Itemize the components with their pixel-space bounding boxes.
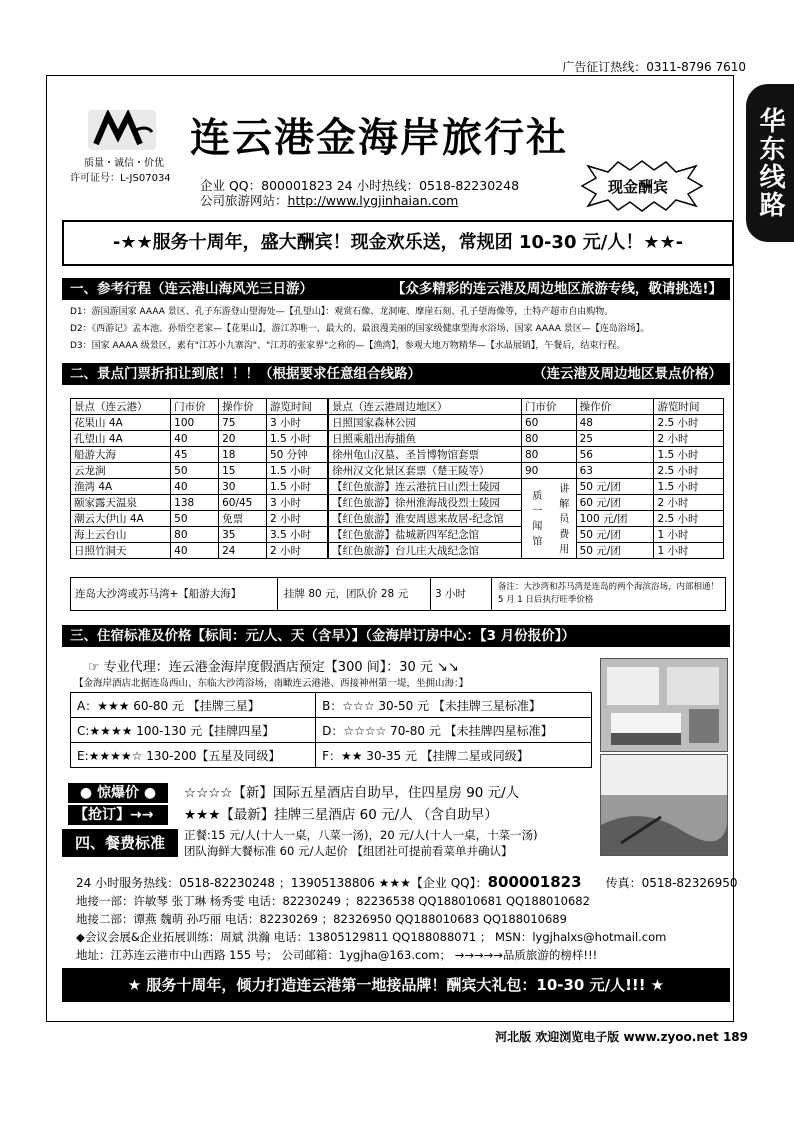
table-row	[71, 693, 592, 718]
coastal-view-photo	[600, 754, 728, 856]
company-logo-icon	[88, 110, 156, 150]
table-header-row	[71, 399, 328, 415]
red-tour-cell: 2 小时	[654, 495, 724, 511]
ticket-cell: 90	[522, 463, 577, 479]
ticket-cell: 海上云台山	[71, 527, 171, 543]
itinerary-list	[70, 304, 649, 355]
column-header: 门市价	[522, 399, 577, 415]
meal-standard-line: 正餐:15 元/人(十人一桌，八菜一汤)，20 元/人(十人一桌，十菜一汤)	[184, 828, 538, 842]
ticket-cell: 1.5 小时	[654, 447, 724, 463]
qq-hotline: 企业 QQ：800001823 24 小时热线：0518-82230248	[200, 178, 520, 193]
ticket-cell: 48	[576, 415, 654, 431]
ticket-cell: 24	[219, 543, 267, 559]
ticket-cell: 2 小时	[654, 431, 724, 447]
regional-ticket-table	[328, 398, 724, 559]
website-line	[200, 193, 519, 208]
ticket-cell: 138	[171, 495, 219, 511]
bottom-banner: ★ 服务十周年，倾力打造连云港第一地接品牌！酬宾大礼包：10-30 元/人!!! ★	[62, 968, 730, 1002]
island-ticket-price: 挂牌 80 元，团队价 28 元	[278, 578, 431, 610]
red-tour-cell: 【红色旅游】连云港抗日山烈士陵园	[329, 479, 522, 495]
ticket-cell: 40	[171, 431, 219, 447]
ticket-cell: 80	[522, 447, 577, 463]
enterprise-qq: 800001823	[487, 873, 582, 891]
reception-dept-1: 地接一部：许敏琴 张丁琳 杨秀雯 电话：82230249 ；82236538 QQ188010681 QQ188010682	[76, 894, 590, 908]
table-header-row	[329, 399, 724, 415]
ticket-cell: 100	[171, 415, 219, 431]
red-tour-cell: 【红色旅游】台儿庄大战纪念馆	[329, 543, 522, 559]
ticket-cell: 25	[576, 431, 654, 447]
ticket-cell: 日照竹洞天	[71, 543, 171, 559]
column-header: 游览时间	[266, 399, 327, 415]
hand-pointer-icon: ☞	[88, 660, 104, 675]
logo-caption	[70, 156, 171, 186]
section-hotel-title: 三、住宿标准及价格【标间：元/人、天（含早）】（金海岸订房中心：【3 月份报价】）	[70, 628, 576, 644]
ticket-cell: 渔湾 4A	[71, 479, 171, 495]
ticket-cell: 35	[219, 527, 267, 543]
ticket-cell: 3.5 小时	[266, 527, 327, 543]
ticket-cell: 船游大海	[71, 447, 171, 463]
ticket-cell: 2 小时	[266, 511, 327, 527]
ticket-cell: 40	[171, 479, 219, 495]
ticket-cell: 1.5 小时	[266, 479, 327, 495]
ticket-cell: 50	[171, 463, 219, 479]
ticket-cell: 60/45	[219, 495, 267, 511]
red-tour-cell: 60 元/团	[576, 495, 654, 511]
table-row	[71, 479, 328, 495]
guide-fee-label-cell	[522, 479, 577, 559]
red-tour-cell: 50 元/团	[576, 527, 654, 543]
island-ticket-name: 连岛大沙湾或苏马湾+【船游大海】	[71, 578, 278, 610]
ticket-cell: 徐州汉文化景区套票（楚王陵等）	[329, 463, 522, 479]
reception-dept-2: 地接二部：谭燕 魏萌 孙巧丽 电话：82230269 ；82326950 QQ188010683 QQ188010689	[76, 912, 567, 926]
hotel-room-photo	[600, 658, 728, 752]
table-row	[71, 718, 592, 743]
meal-standard-text	[184, 827, 538, 859]
hotel-grade-cell: C:★★★★ 100-130 元【挂牌四星】	[71, 718, 316, 743]
red-tour-cell: 1 小时	[654, 543, 724, 559]
ticket-cell: 日照国家森林公园	[329, 415, 522, 431]
ticket-cell: 徐州龟山汉墓、圣旨博物馆套票	[329, 447, 522, 463]
ticket-cell: 日照乘船出海捕鱼	[329, 431, 522, 447]
hotel-grade-cell: D：☆☆☆☆ 70-80 元 【未挂牌四星标准】	[316, 718, 592, 743]
ticket-cell: 80	[522, 431, 577, 447]
red-tour-cell: 1.5 小时	[654, 479, 724, 495]
company-title: 连云港金海岸旅行社	[190, 114, 568, 161]
red-tour-cell: 2.5 小时	[654, 511, 724, 527]
table-row	[71, 543, 328, 559]
ticket-cell: 花果山 4A	[71, 415, 171, 431]
section-tickets-header	[62, 363, 730, 385]
hotel-grade-cell: B：☆☆☆ 30-50 元 【未挂牌三星标准】	[316, 693, 592, 718]
column-header: 操作价	[219, 399, 267, 415]
ticket-cell: 18	[219, 447, 267, 463]
hotel-grade-cell: F：★★ 30-35 元 【挂牌二星或同级】	[316, 743, 592, 768]
island-ticket-row	[70, 577, 726, 611]
column-header: 景点（连云港）	[71, 399, 171, 415]
ticket-cell: 50	[171, 511, 219, 527]
hotel-grade-cell: E:★★★★☆ 130-200【五星及同级】	[71, 743, 316, 768]
red-tour-cell: 【红色旅游】徐州淮海战役烈士陵园	[329, 495, 522, 511]
red-tour-cell: 【红色旅游】盐城新四军纪念馆	[329, 527, 522, 543]
itinerary-day-2: D2：《西游记》孟本池、孙悟空老家—【花果山】，游江苏唯一、最大的、最浪漫美丽的国家级健康型海水浴场、国家 AAAA 景区—【连岛浴场】。	[70, 324, 650, 334]
table-row	[71, 431, 328, 447]
service-hotline: 24 小时服务热线：0518-82230248 ；13905138806 ★★★【企业 QQ】：	[76, 876, 488, 890]
hotel-agent-line	[88, 656, 459, 675]
surprise-offer: ☆☆☆☆【新】国际五星酒店自助早，住四星房 90 元/人	[184, 785, 520, 801]
side-tab-east-china: 华东线路	[746, 84, 794, 242]
table-row	[71, 527, 328, 543]
ticket-cell: 1.5 小时	[266, 463, 327, 479]
ticket-cell: 潮云大伊山 4A	[71, 511, 171, 527]
column-header: 游览时间	[654, 399, 724, 415]
hotel-price-table	[70, 692, 592, 768]
ticket-cell: 40	[171, 543, 219, 559]
ticket-cell: 45	[171, 447, 219, 463]
section-tickets-title: 二、景点门票折扣让到底！！！（根据要求任意组合线路）	[70, 366, 421, 382]
surprise-price-label: ● 惊爆价 ●	[68, 783, 168, 803]
red-tour-cell: 100 元/团	[576, 511, 654, 527]
table-row	[329, 479, 724, 495]
table-row	[329, 431, 724, 447]
ticket-cell: 20	[219, 431, 267, 447]
address-line: 地址：江苏连云港市中山西路 155 号； 公司邮箱：1ygjha@163.com； →→→→→品质旅游的榜样!!!	[76, 948, 598, 962]
table-row	[71, 463, 328, 479]
website-label: 公司旅游网站：	[200, 193, 288, 208]
red-tour-cell: 1 小时	[654, 527, 724, 543]
ticket-cell: 56	[576, 447, 654, 463]
ticket-cell: 2 小时	[266, 543, 327, 559]
ticket-cell: 50 分钟	[266, 447, 327, 463]
meal-standard-label: 四、餐费标准	[62, 829, 178, 857]
hotel-note: 【金海岸酒店北据连岛西山、东临大沙湾浴场，南瞰连云港港、西接神州第一堤，坐拥山海：】	[74, 678, 469, 689]
ticket-cell: 15	[219, 463, 267, 479]
ticket-cell: 3 小时	[266, 415, 327, 431]
section-hotel-header	[62, 625, 730, 647]
local-ticket-table	[70, 398, 328, 559]
itinerary-day-1: D1：游国游国家 AAAA 景区、孔子东游登山望海处—【孔望山】：观赏石像、龙洞庵、摩崖石刻、孔子望海像等，土特产超市自由购物。	[70, 307, 614, 317]
hotel-agent-text: 专业代理：连云港金海岸度假酒店预定【300 间】：30 元	[103, 660, 433, 675]
ticket-cell: 80	[171, 527, 219, 543]
hotel-grade-cell: A：★★★ 60-80 元 【挂牌三星】	[71, 693, 316, 718]
fax-number: 传真：0518-82326950	[605, 876, 738, 890]
section-itinerary-note: 【众多精彩的连云港及周边地区旅游专线，敬请挑选!】	[391, 281, 722, 297]
table-row	[329, 415, 724, 431]
ad-hotline: 广告征订热线：0311-8796 7610	[562, 60, 746, 74]
section-itinerary-title: 一、参考行程（连云港山海风光三日游）	[70, 281, 313, 297]
table-row	[329, 447, 724, 463]
section-itinerary-header	[62, 278, 730, 300]
guide-fee-label: 质 一 闻 馆	[529, 490, 541, 547]
ticket-cell: 免票	[219, 511, 267, 527]
table-row	[71, 743, 592, 768]
table-row	[71, 495, 328, 511]
license-number: 许可证号：L-JS07034	[70, 173, 171, 184]
ticket-cell: 30	[219, 479, 267, 495]
surprise-offer: ★★★【最新】挂牌三星酒店 60 元/人 （含自助早）	[184, 807, 498, 823]
company-motto: 质量・诚信・价优	[84, 158, 164, 169]
itinerary-day-3: D3：国家 AAAA 级景区，素有"江苏小九寨沟"、"江苏的张家界"之称的—【渔湾】，参观大地万物精华—【水晶展销】，午餐后，结束行程。	[70, 341, 626, 351]
guide-fee-label: 讲 解 员 费 用	[556, 482, 568, 555]
cash-reward-badge: 现金酬宾	[608, 178, 669, 196]
column-header: 门市价	[171, 399, 219, 415]
section-tickets-note: （连云港及周边地区景点价格）	[533, 366, 722, 382]
ticket-cell: 63	[576, 463, 654, 479]
ticket-cell: 75	[219, 415, 267, 431]
arrow-icon: ↘↘	[432, 660, 459, 675]
ticket-cell: 60	[522, 415, 577, 431]
island-ticket-remark: 备注：大沙湾和苏马湾是连岛的两个海滨浴场，内部相通！5 月 1 日后执行旺季价格	[498, 582, 720, 605]
table-row	[329, 463, 724, 479]
service-hotline-line	[76, 873, 738, 891]
ticket-cell: 2.5 小时	[654, 415, 724, 431]
ticket-cell: 云龙涧	[71, 463, 171, 479]
conference-contact: ◆会议会展&企业拓展训练：周斌 洪瀚 电话：13805129811 QQ188088071 ； MSN：lygjhalxs@hotmail.com	[76, 930, 667, 944]
ticket-cell: 2.5 小时	[654, 463, 724, 479]
column-header: 操作价	[576, 399, 654, 415]
ticket-cell: 颐家露天温泉	[71, 495, 171, 511]
ticket-cell: 3 小时	[266, 495, 327, 511]
table-row	[71, 447, 328, 463]
island-ticket-time: 3 小时	[431, 578, 492, 610]
column-header: 景点（连云港周边地区）	[329, 399, 522, 415]
surprise-offers	[184, 782, 519, 826]
book-now-label: 【抢订】→→	[68, 805, 168, 825]
website-link[interactable]: http://www.lygjinhaian.com	[287, 193, 459, 208]
meal-standard-line: 团队海鲜大餐标准 60 元/人起价 【组团社可提前看菜单并确认】	[184, 844, 513, 858]
company-contact	[200, 178, 519, 208]
table-row	[71, 415, 328, 431]
red-tour-cell: 【红色旅游】淮安周恩来故居-纪念馆	[329, 511, 522, 527]
top-banner: -★★服务十周年，盛大酬宾！现金欢乐送，常规团 10-30 元/人！★★-	[62, 220, 734, 266]
ticket-cell: 孔望山 4A	[71, 431, 171, 447]
red-tour-cell: 50 元/团	[576, 479, 654, 495]
page-footer: 河北版 欢迎浏览电子版 www.zyoo.net 189	[495, 1030, 748, 1044]
ticket-cell: 1.5 小时	[266, 431, 327, 447]
red-tour-cell: 50 元/团	[576, 543, 654, 559]
table-row	[71, 511, 328, 527]
